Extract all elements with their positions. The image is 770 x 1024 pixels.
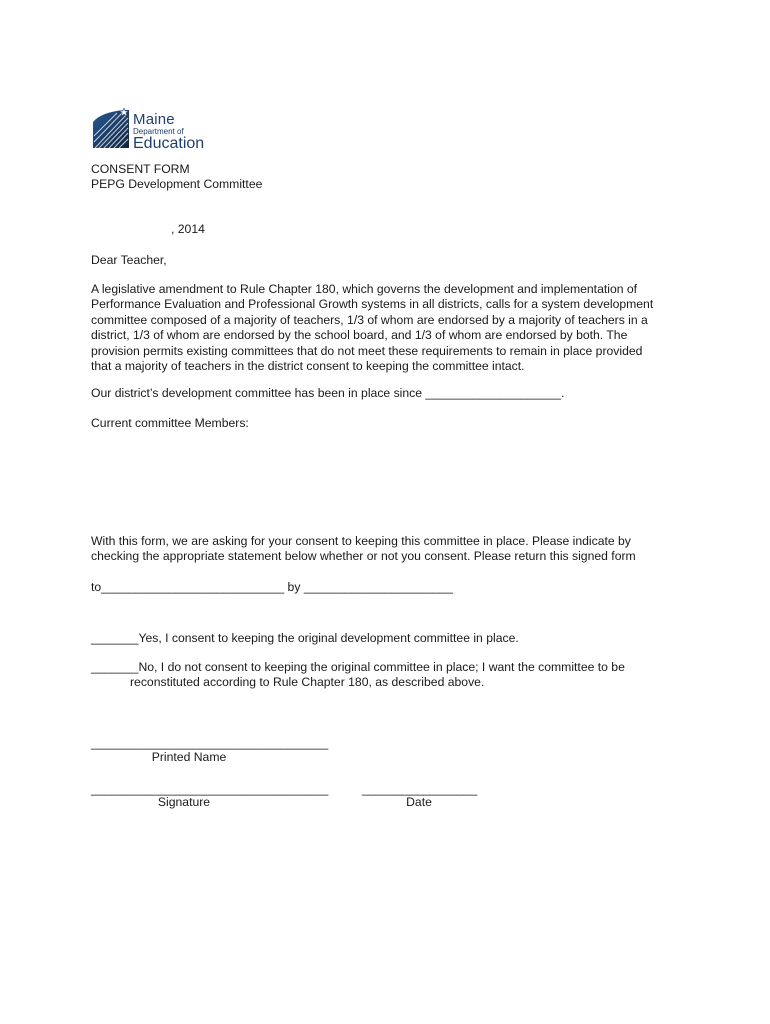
consent-request-paragraph bbox=[91, 534, 681, 565]
paragraph-line: that a majority of teachers in the district consent to keeping the committee intact. bbox=[91, 359, 525, 374]
paragraph-line: committee composed of a majority of teachers, 1/3 of whom are endorsed by a majority of teachers in a bbox=[91, 312, 648, 327]
intro-paragraph bbox=[91, 282, 681, 374]
signature-label: Signature bbox=[157, 795, 211, 809]
paragraph-line: A legislative amendment to Rule Chapter 180, which governs the development and implementation of bbox=[91, 282, 638, 296]
logo-line-department: Department of bbox=[133, 127, 184, 136]
option-no-line: _______No, I do not consent to keeping the original committee in place; I want the committee to be bbox=[91, 660, 625, 674]
maine-doe-emblem-icon bbox=[91, 108, 131, 152]
paragraph-line: district, 1/3 of whom are endorsed by the school board, and 1/3 of whom are endorsed by both. The bbox=[91, 328, 628, 343]
paragraph-line: checking the appropriate statement below whether or not you consent. Please return this signed form bbox=[91, 549, 636, 564]
date-line: , 2014 bbox=[171, 222, 205, 236]
in-place-since-line: Our district’s development committee has been in place since ____________________. bbox=[91, 386, 565, 400]
form-title: CONSENT FORM bbox=[91, 162, 190, 176]
salutation: Dear Teacher, bbox=[91, 253, 167, 267]
printed-name-line: ___________________________________ bbox=[91, 736, 329, 750]
logo-line-education: Education bbox=[133, 135, 205, 152]
option-no-line: reconstituted according to Rule Chapter 180, as described above. bbox=[130, 675, 485, 690]
date-signature-line: _________________ bbox=[362, 782, 478, 796]
form-header bbox=[91, 162, 681, 193]
signature-line: ___________________________________ bbox=[91, 782, 329, 796]
paragraph-line: With this form, we are asking for your consent to keeping this committee in place. Please indicate by bbox=[91, 534, 631, 548]
committee-members-label: Current committee Members: bbox=[91, 416, 249, 430]
option-yes: _______Yes, I consent to keeping the original development committee in place. bbox=[91, 631, 519, 645]
maine-doe-logo bbox=[91, 104, 213, 152]
date-label: Date bbox=[406, 795, 432, 809]
form-subtitle: PEPG Development Committee bbox=[91, 177, 263, 192]
printed-name-label: Printed Name bbox=[151, 750, 227, 764]
return-to-line: to___________________________ by ______________________ bbox=[91, 580, 453, 594]
paragraph-line: Performance Evaluation and Professional Growth systems in all districts, calls for a system development bbox=[91, 297, 654, 312]
logo-wordmark bbox=[133, 104, 204, 152]
paragraph-line: provision permits existing committees that do not meet these requirements to remain in place provided bbox=[91, 343, 643, 358]
option-no bbox=[91, 660, 681, 691]
logo-line-maine: Maine bbox=[133, 111, 175, 128]
